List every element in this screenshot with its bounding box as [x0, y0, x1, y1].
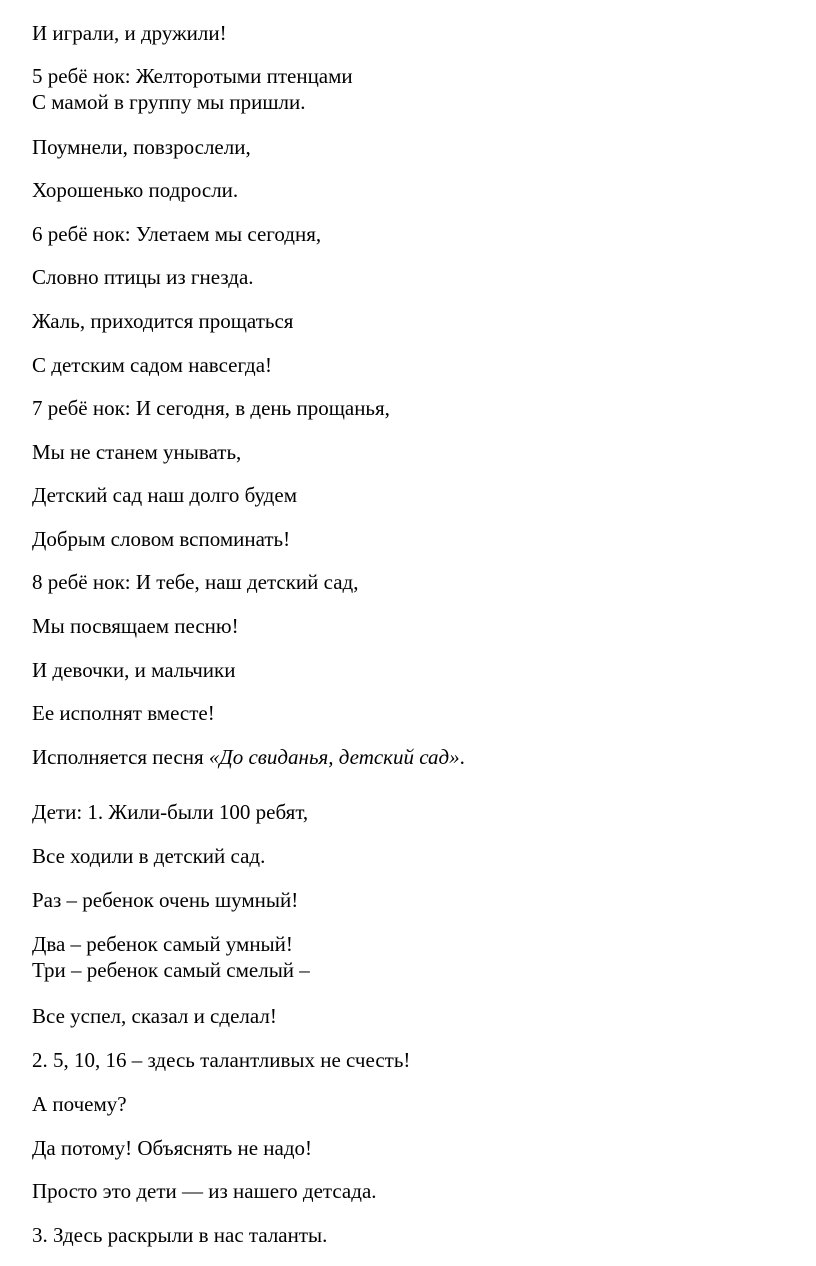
song-intro-text: Исполняется песня	[32, 745, 209, 769]
text-line: Хорошенько подросли.	[32, 178, 239, 202]
text-line: Все успел, сказал и сделал!	[32, 1004, 277, 1028]
text-line: Просто это дети — из нашего детсада.	[32, 1179, 377, 1203]
text-line: 7 ребё нок: И сегодня, в день прощанья,	[32, 396, 390, 420]
text-line-song	[32, 745, 465, 769]
text-line: 2. 5, 10, 16 – здесь талантливых не счесть!	[32, 1048, 411, 1072]
text-line: Мы не станем унывать,	[32, 440, 242, 464]
text-line: Два – ребенок самый умный!	[32, 932, 293, 956]
song-period: .	[459, 745, 465, 769]
text-line: И девочки, и мальчики	[32, 658, 236, 682]
text-line: Все ходили в детский сад.	[32, 844, 266, 868]
text-line: 5 ребё нок: Желторотыми птенцами	[32, 64, 353, 88]
song-title: «До свиданья, детский сад»	[208, 745, 460, 769]
text-line: 8 ребё нок: И тебе, наш детский сад,	[32, 570, 359, 594]
text-line: А почему?	[32, 1092, 127, 1116]
text-line: Раз – ребенок очень шумный!	[32, 888, 299, 912]
text-line: 3. Здесь раскрыли в нас таланты.	[32, 1223, 328, 1247]
text-line: Три – ребенок самый смелый –	[32, 958, 310, 982]
text-line: Словно птицы из гнезда.	[32, 265, 254, 289]
text-line: Да потому! Объяснять не надо!	[32, 1136, 313, 1160]
text-line: Поумнели, повзрослели,	[32, 135, 251, 159]
text-line: С мамой в группу мы пришли.	[32, 90, 306, 114]
text-line: Детский сад наш долго будем	[32, 483, 297, 507]
text-line: Добрым словом вспоминать!	[32, 527, 291, 551]
text-line: 6 ребё нок: Улетаем мы сегодня,	[32, 222, 322, 246]
text-line: И играли, и дружили!	[32, 21, 227, 45]
text-line: Ее исполнят вместе!	[32, 701, 215, 725]
text-line: Жаль, приходится прощаться	[32, 309, 294, 333]
text-line: Мы посвящаем песню!	[32, 614, 239, 638]
text-line: Дети: 1. Жили-были 100 ребят,	[32, 800, 309, 824]
text-line: С детским садом навсегда!	[32, 353, 273, 377]
